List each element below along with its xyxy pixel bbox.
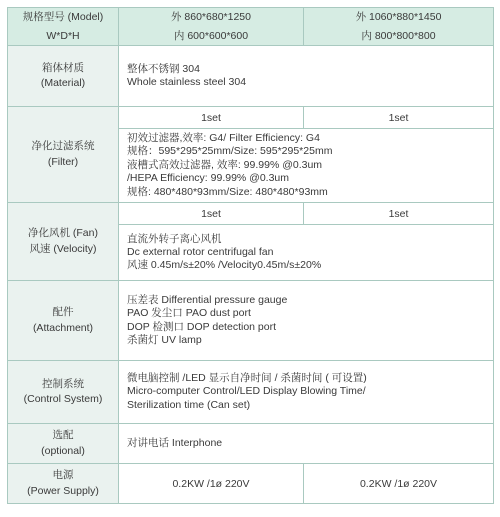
control-line-3: Sterilization time (Can set) [127, 398, 251, 411]
filter-line-3: 液槽式高效过滤器, 效率: 99.99% @0.3um [127, 158, 323, 171]
attachment-value-cell [119, 281, 494, 361]
control-line-1: 微电脑控制 /LED 显示自净时间 / 杀菌时间 ( 可设置) [127, 372, 367, 385]
filter-qty-a: 1set [119, 107, 304, 129]
model-label-cell [8, 8, 119, 46]
fan-qty-a: 1set [119, 203, 304, 225]
filter-line-4: /HEPA Efficiency: 99.99% @0.3um [127, 172, 290, 185]
fan-line-1: 直流外转子离心风机 [127, 232, 222, 245]
material-label-cell [8, 46, 119, 107]
material-value-cell [119, 46, 494, 107]
power-value-a: 0.2KW /1ø 220V [119, 464, 304, 504]
fan-label: 净化风机 (Fan) [27, 227, 98, 240]
model-dimension-label: W*D*H [46, 29, 80, 42]
material-label-en: (Material) [40, 77, 86, 89]
optional-label-en: (optional) [41, 444, 85, 457]
model-a-inner: 内 600*600*600 [173, 29, 249, 42]
model-b-outer: 外 1060*880*1450 [355, 11, 442, 24]
attachment-label-cn: 配件 [52, 306, 74, 319]
model-label: 规格型号 (Model) [22, 11, 104, 24]
attachment-line-2: PAO 发尘口 PAO dust port [127, 307, 251, 320]
filter-line-1: 初效过滤器,效率: G4/ Filter Efficiency: G4 [127, 132, 320, 144]
control-label-cn: 控制系统 [42, 377, 84, 390]
model-b-cell [304, 8, 494, 46]
control-row [8, 361, 494, 424]
velocity-label: 风速 (Velocity) [29, 242, 97, 255]
control-line-2: Micro-computer Control/LED Display Blowing Time/ [127, 385, 366, 398]
material-label-cn: 箱体材质 [42, 61, 84, 74]
fan-line-2: Dc external rotor centrifugal fan [127, 245, 274, 258]
filter-label-cell [8, 107, 119, 203]
material-line-1: 整体不锈钢 304 [127, 62, 200, 75]
optional-label-cell [8, 424, 119, 464]
filter-label-cn: 净化过滤系统 [31, 140, 95, 153]
control-label-en: (Control System) [23, 393, 103, 406]
filter-label-en: (Filter) [47, 155, 79, 168]
power-label-en: (Power Supply) [27, 484, 99, 497]
power-row [8, 464, 494, 504]
material-row [8, 46, 494, 107]
fan-desc-cell [119, 225, 494, 281]
filter-line-2: 规格：595*295*25mm/Size: 595*295*25mm [127, 145, 333, 158]
control-label-cell [8, 361, 119, 424]
material-line-2: Whole stainless steel 304 [127, 76, 247, 88]
optional-row [8, 424, 494, 464]
model-row [8, 8, 494, 46]
filter-desc-cell [119, 129, 494, 203]
filter-line-5: 规格: 480*480*93mm/Size: 480*480*93mm [127, 185, 328, 198]
attachment-line-1: 压差表 Differential pressure gauge [127, 293, 288, 306]
model-a-outer: 外 860*680*1250 [171, 11, 251, 24]
model-b-inner: 内 800*800*800 [361, 29, 436, 42]
power-value-b: 0.2KW /1ø 220V [304, 464, 494, 504]
fan-label-cell [8, 203, 119, 281]
optional-label-cn: 选配 [52, 429, 74, 442]
attachment-line-4: 杀菌灯 UV lamp [127, 334, 202, 347]
attachment-line-3: DOP 检测口 DOP detection port [127, 320, 277, 333]
spec-table [7, 7, 494, 504]
filter-qty-row [8, 107, 494, 129]
model-a-cell [119, 8, 304, 46]
fan-qty-b: 1set [304, 203, 494, 225]
filter-qty-b: 1set [304, 107, 494, 129]
attachment-row [8, 281, 494, 361]
control-value-cell [119, 361, 494, 424]
attachment-label-en: (Attachment) [32, 321, 94, 334]
optional-line-1: 对讲电话 Interphone [127, 436, 223, 449]
fan-qty-row [8, 203, 494, 225]
fan-line-3: 风速 0.45m/s±20% /Velocity0.45m/s±20% [127, 259, 322, 272]
optional-value-cell [119, 424, 494, 464]
power-label-cell [8, 464, 119, 504]
power-label-cn: 电源 [52, 469, 74, 482]
attachment-label-cell [8, 281, 119, 361]
